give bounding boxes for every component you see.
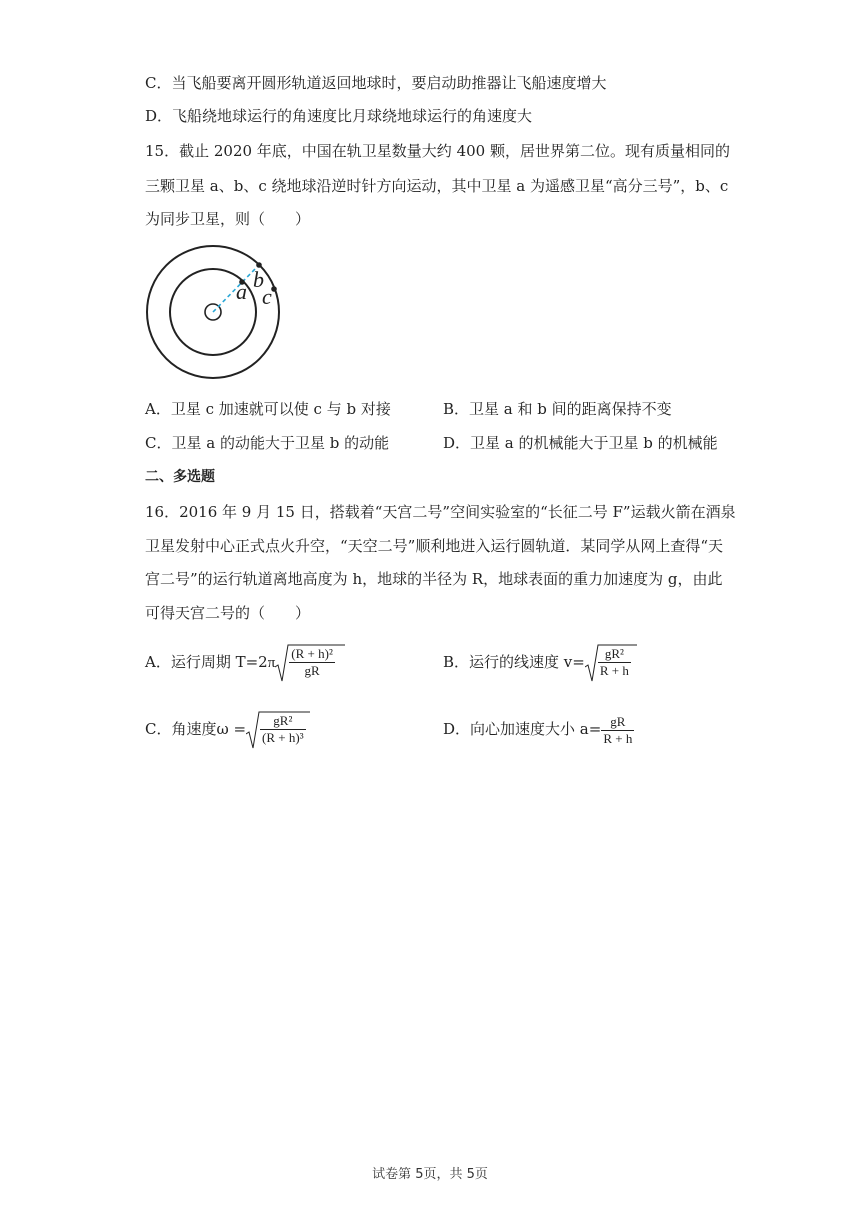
q16-option-b-fraction [598,646,631,679]
page-footer: 试卷第 5页，共 5页 [372,1167,488,1182]
q16-option-c-numerator: gR² [260,713,306,730]
label-a: a [236,279,247,304]
q16-option-d [443,708,634,750]
q15-stem-line3: 为同步卫星，则（ ） [145,210,311,228]
q15-option-d: D．卫星 a 的机械能大于卫星 b 的机械能 [443,434,718,452]
q16-option-d-fraction [601,714,634,747]
satellite-c-dot [271,286,277,292]
q16-option-a-denominator: gR [304,663,320,678]
q15-option-b: B．卫星 a 和 b 间的距离保持不变 [443,400,672,418]
orbit-figure [145,242,285,382]
q16-option-b [443,641,637,683]
q16-option-b-label: B．运行的线速度 v= [443,653,585,671]
q16-option-c-fraction [260,713,306,746]
q15-option-a: A．卫星 c 加速就可以使 c 与 b 对接 [145,400,391,418]
q16-stem-line2: 卫星发射中心正式点火升空，“天空二号”顺利地进入运行圆轨道．某同学从网上查得“天 [145,537,724,555]
q16-option-b-denominator: R + h [599,663,629,678]
q16-option-a-label: A．运行周期 T=2 [145,653,268,671]
sqrt-sign [246,710,310,750]
sqrt-sign [275,643,345,683]
q16-stem-line3: 宫二号”的运行轨道离地高度为 h，地球的半径为 R，地球表面的重力加速度为 g，由此 [145,570,723,588]
q16-option-c-denominator: (R + h)³ [262,730,304,745]
label-b: b [253,267,264,292]
q16-option-d-numerator: gR [601,714,634,731]
q14-option-d: D．飞船绕地球运行的角速度比月球绕地球运行的角速度大 [145,107,533,125]
sqrt-sign [585,643,637,683]
q16-option-c [145,708,310,750]
q16-option-a-fraction [289,646,335,679]
q16-stem-line4: 可得天宫二号的（ ） [145,604,311,622]
section-title: 二、多选题 [145,469,215,485]
q16-option-d-label: D．向心加速度大小 a= [443,720,602,738]
q15-stem-line2: 三颗卫星 a、b、c 绕地球沿逆时针方向运动，其中卫星 a 为遥感卫星“高分三号”，b、c [145,177,729,195]
q15-option-c: C．卫星 a 的动能大于卫星 b 的动能 [145,434,390,452]
q14-option-c: C．当飞船要离开圆形轨道返回地球时，要启动助推器让飞船速度增大 [145,74,607,92]
q16-option-c-label: C．角速度ω = [145,720,247,738]
q16-option-b-numerator: gR² [598,646,631,663]
pi-symbol: π [267,655,276,671]
q15-stem-line1: 15．截止 2020 年底，中国在轨卫星数量大约 400 颗，居世界第二位。现有质量相同的 [145,142,730,160]
label-c: c [262,284,272,309]
q16-stem-line1: 16．2016 年 9 月 15 日，搭载着“天宫二号”空间实验室的“长征二号 F”运载火箭在酒泉 [145,503,736,521]
q16-option-d-denominator: R + h [603,730,633,746]
q16-option-a-numerator: (R + h)² [291,646,333,661]
q16-option-a [145,641,345,683]
